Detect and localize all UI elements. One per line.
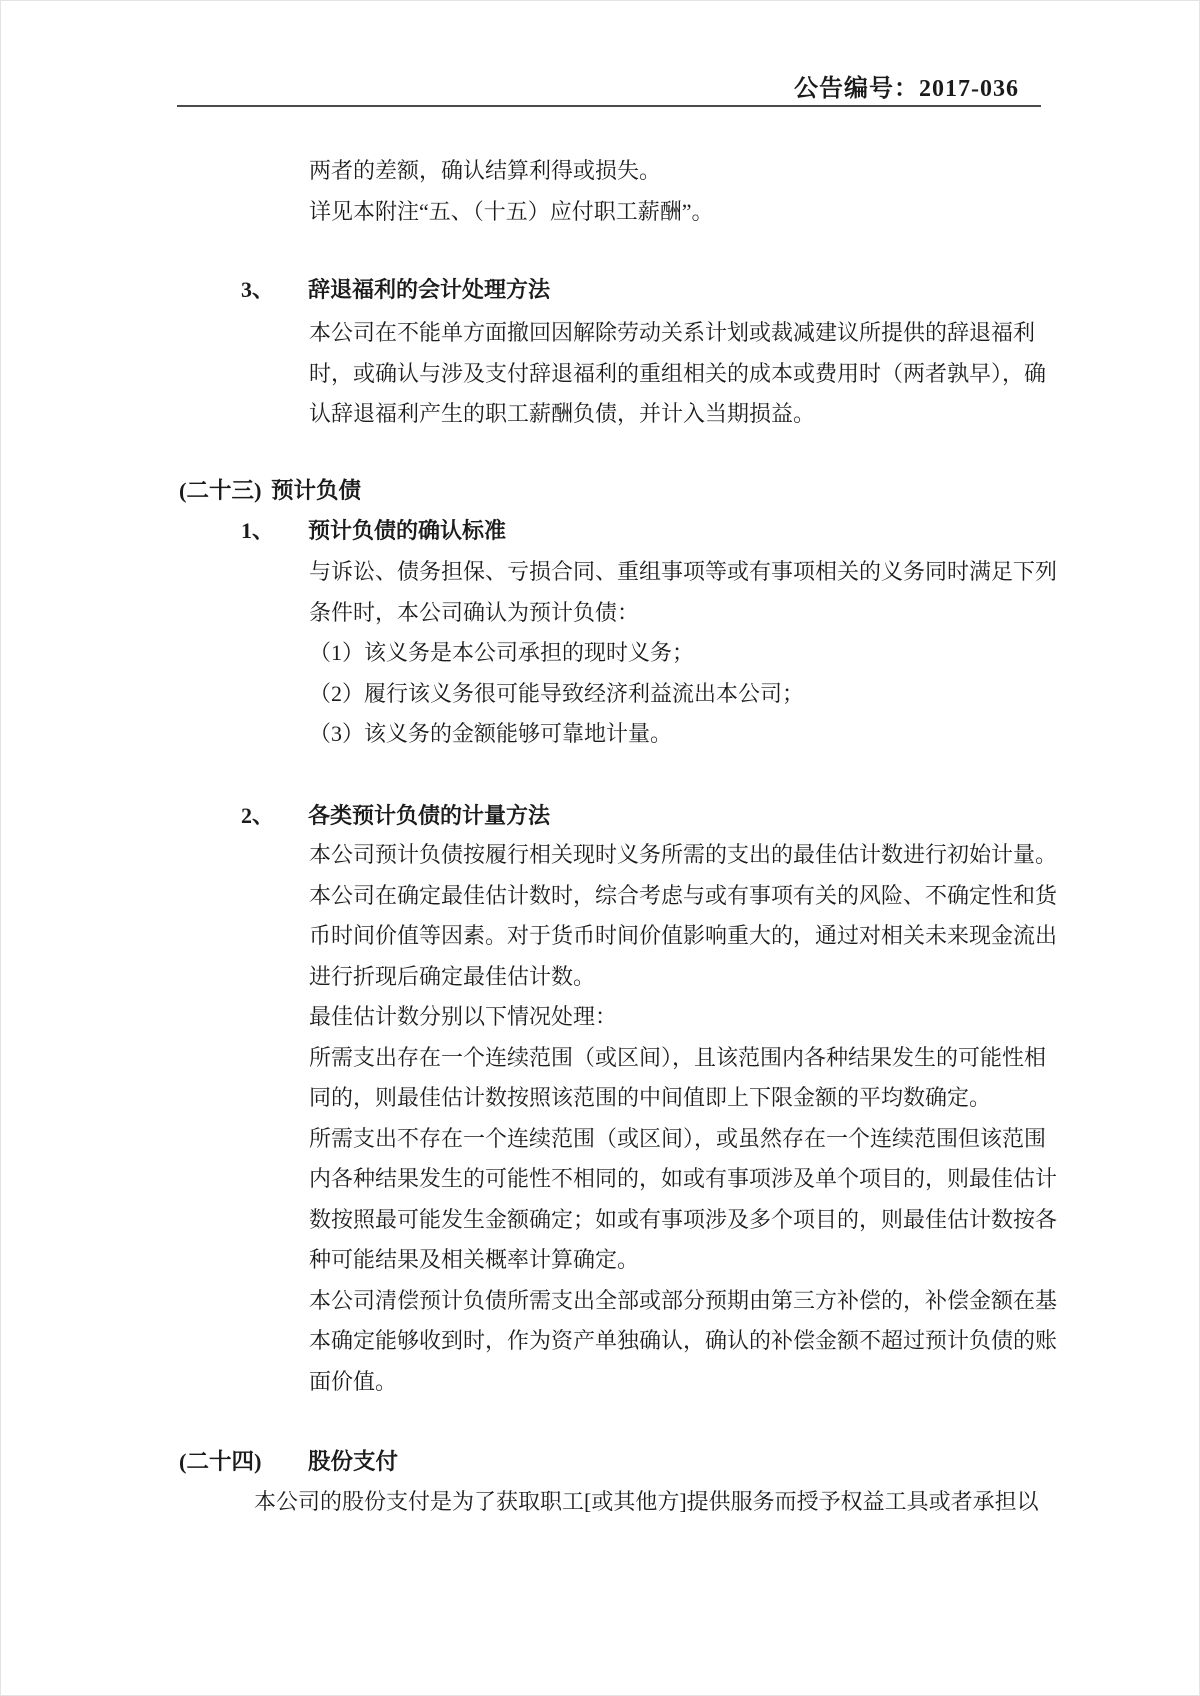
text-line: 种可能结果及相关概率计算确定。 — [309, 1247, 640, 1272]
text-line: 与诉讼、债务担保、亏损合同、重组事项等或有事项相关的义务同时满足下列 — [309, 559, 1058, 584]
section-title: 股份支付 — [308, 1449, 399, 1474]
heading-number: 2、 — [241, 803, 275, 828]
section-label: (二十三) — [179, 478, 262, 503]
heading-sub1 — [241, 511, 506, 552]
header-rule — [177, 105, 1041, 107]
text-line: 认辞退福利产生的职工薪酬负债，并计入当期损益。 — [309, 401, 816, 426]
sub2-paragraph — [309, 835, 1058, 1402]
text-line: 同的，则最佳估计数按照该范围的中间值即上下限金额的平均数确定。 — [309, 1085, 992, 1110]
section-label: (二十四) — [179, 1449, 262, 1474]
heading-title: 各类预计负债的计量方法 — [308, 803, 551, 828]
text-line: （1）该义务是本公司承担的现时义务； — [309, 640, 695, 665]
text-line: 所需支出存在一个连续范围（或区间），且该范围内各种结果发生的可能性相 — [309, 1044, 1047, 1070]
text-line: 币时间价值等因素。对于货币时间价值影响重大的，通过对相关未来现金流出 — [309, 923, 1058, 948]
item3-paragraph — [309, 313, 1049, 435]
text-line: 本公司在确定最佳估计数时，综合考虑与或有事项有关的风险、不确定性和货 — [309, 882, 1058, 908]
text-line: 本公司的股份支付是为了获取职工[或其他方]提供服务而授予权益工具或者承担以 — [254, 1489, 1039, 1514]
text-line: 面价值。 — [309, 1368, 398, 1394]
text-line: （3）该义务的金额能够可靠地计量。 — [309, 721, 673, 746]
heading-item3 — [241, 270, 550, 311]
intro-paragraph — [309, 151, 1049, 232]
text-line: 两者的差额，确认结算利得或损失。 — [309, 158, 662, 183]
section24-paragraph — [254, 1482, 1054, 1523]
text-line: 本确定能够收到时，作为资产单独确认，确认的补偿金额不超过预计负债的账 — [309, 1328, 1058, 1353]
announcement-number: 公告编号：2017-036 — [794, 76, 1019, 102]
heading-section24 — [179, 1442, 398, 1483]
heading-title: 预计负债的确认标准 — [308, 518, 507, 543]
heading-section23 — [179, 471, 361, 512]
section-title: 预计负债 — [271, 478, 362, 503]
text-line: 本公司预计负债按履行相关现时义务所需的支出的最佳估计数进行初始计量。 — [309, 842, 1058, 867]
text-line: 所需支出不存在一个连续范围（或区间），或虽然存在一个连续范围但该范围 — [309, 1125, 1047, 1151]
heading-title: 辞退福利的会计处理方法 — [308, 277, 551, 302]
text-line: 本公司清偿预计负债所需支出全部或部分预期由第三方补偿的，补偿金额在基 — [309, 1287, 1058, 1313]
text-line: 本公司在不能单方面撤回因解除劳动关系计划或裁减建议所提供的辞退福利 — [309, 320, 1036, 345]
heading-number: 1、 — [241, 518, 275, 543]
text-line: 详见本附注“五、（十五）应付职工薪酬”。 — [309, 198, 714, 224]
text-line: 内各种结果发生的可能性不相同的，如或有事项涉及单个项目的，则最佳估计 — [309, 1166, 1058, 1191]
heading-number: 3、 — [241, 277, 275, 302]
heading-sub2 — [241, 796, 550, 837]
sub1-paragraph — [309, 552, 1058, 755]
text-line: （2）履行该义务很可能导致经济利益流出本公司； — [309, 680, 805, 706]
text-line: 条件时，本公司确认为预计负债： — [309, 599, 640, 625]
text-line: 进行折现后确定最佳估计数。 — [309, 963, 596, 989]
text-line: 最佳估计数分别以下情况处理： — [309, 1004, 618, 1029]
text-line: 时，或确认与涉及支付辞退福利的重组相关的成本或费用时（两者孰早），确 — [309, 360, 1047, 386]
text-line: 数按照最可能发生金额确定；如或有事项涉及多个项目的，则最佳估计数按各 — [309, 1206, 1058, 1232]
